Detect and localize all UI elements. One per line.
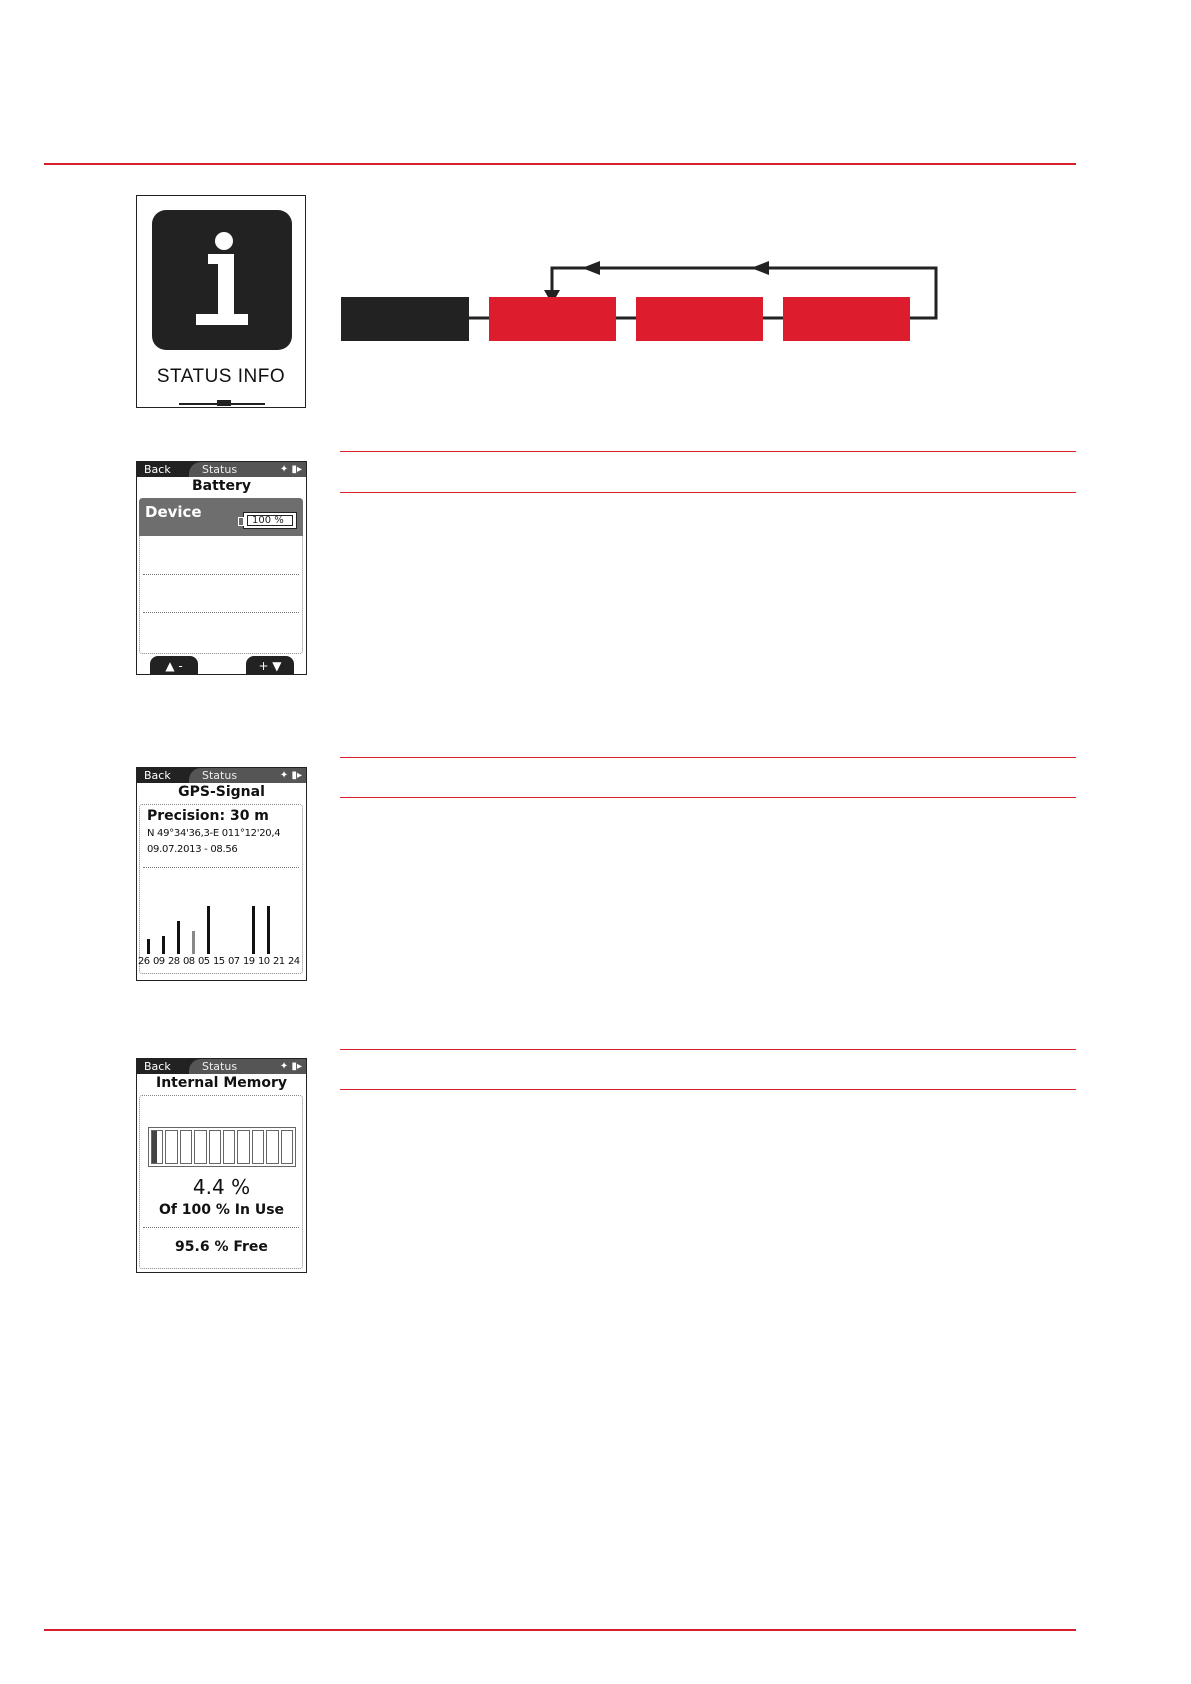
flow-box-gps [636,297,763,341]
list-divider [143,574,299,575]
memory-percent: 4.4 % [192,1175,251,1199]
header-rule [44,163,1076,165]
device-label: Device [145,503,202,521]
satellite-ids [137,956,307,970]
flow-box-memory [783,297,910,341]
memory-segment [223,1130,235,1164]
satellite-id: 21 [273,956,285,967]
back-button[interactable]: Back [144,463,171,476]
satellite-id: 26 [138,956,150,967]
memory-screen [136,1058,307,1273]
satellite-id: 15 [213,956,225,967]
gps-section-rule-top [340,757,1076,758]
satellite-id: 10 [258,956,270,967]
gps-divider [143,867,299,868]
signal-bar [147,939,150,954]
satellite-id: 19 [243,956,255,967]
memory-segment [252,1130,264,1164]
info-icon-stem [218,254,234,322]
satellite-id: 05 [198,956,210,967]
signal-bars [141,898,301,954]
battery-icon [243,512,297,529]
battery-section-rule-bottom [340,492,1076,493]
signal-bar [267,906,270,954]
signal-bar [177,921,180,954]
back-button[interactable]: Back [144,1060,171,1073]
signal-bar [192,931,195,954]
coordinates-text: N 49°34'36,3-E 011°12'20,4 [147,828,281,839]
status-bar [137,768,306,783]
page-indicator [179,402,265,406]
back-button[interactable]: Back [144,769,171,782]
flow-box-battery [489,297,616,341]
status-title: Status [202,769,238,782]
screen-title: Battery [191,478,252,494]
device-row[interactable] [139,498,303,536]
satellite-icon: ✦ ▮▸ [279,770,302,781]
memory-segment [237,1130,249,1164]
gps-section-rule-bottom [340,797,1076,798]
memory-used-fill [152,1131,157,1163]
memory-segment [209,1130,221,1164]
info-icon-base [196,314,248,325]
memory-segment [194,1130,206,1164]
satellite-id: 24 [288,956,300,967]
battery-screen [136,461,307,675]
memory-segment [180,1130,192,1164]
info-icon [152,210,292,350]
satellite-id: 09 [153,956,165,967]
memory-segment [165,1130,177,1164]
memory-bar [148,1127,296,1167]
flow-box-main [341,297,469,341]
memory-segment [266,1130,278,1164]
footer-rule [44,1629,1076,1631]
status-info-label: STATUS INFO [156,366,286,387]
datetime-text: 09.07.2013 - 08.56 [147,844,238,855]
flow-diagram [336,258,976,358]
status-title: Status [202,1060,238,1073]
precision-text: Precision: 30 m [147,808,269,824]
satellite-id: 08 [183,956,195,967]
signal-bar [252,906,255,954]
info-icon-serif-top [208,254,222,264]
info-icon-dot [215,232,233,250]
scroll-up-button[interactable]: ▲ - [150,656,198,675]
screen-title: Internal Memory [155,1075,288,1091]
memory-free-text: 95.6 % Free [175,1239,268,1255]
satellite-icon: ✦ ▮▸ [279,1061,302,1072]
satellite-id: 07 [228,956,240,967]
status-bar [137,462,306,477]
gps-screen [136,767,307,981]
list-divider [143,612,299,613]
memory-usage-text: Of 100 % In Use [158,1202,285,1218]
memory-section-rule-bottom [340,1089,1076,1090]
status-title: Status [202,463,238,476]
scroll-down-button[interactable]: + ▼ [246,656,294,675]
status-bar [137,1059,306,1074]
screen-title: GPS-Signal [178,784,265,800]
satellite-id: 28 [168,956,180,967]
status-info-tile[interactable] [136,195,306,408]
battery-value: 100 % [252,515,284,526]
memory-segment [151,1130,163,1164]
memory-segment [281,1130,293,1164]
memory-divider [143,1227,299,1228]
signal-bar [162,936,165,954]
memory-section-rule-top [340,1049,1076,1050]
satellite-icon: ✦ ▮▸ [279,464,302,475]
signal-bar [207,906,210,954]
battery-section-rule-top [340,451,1076,452]
